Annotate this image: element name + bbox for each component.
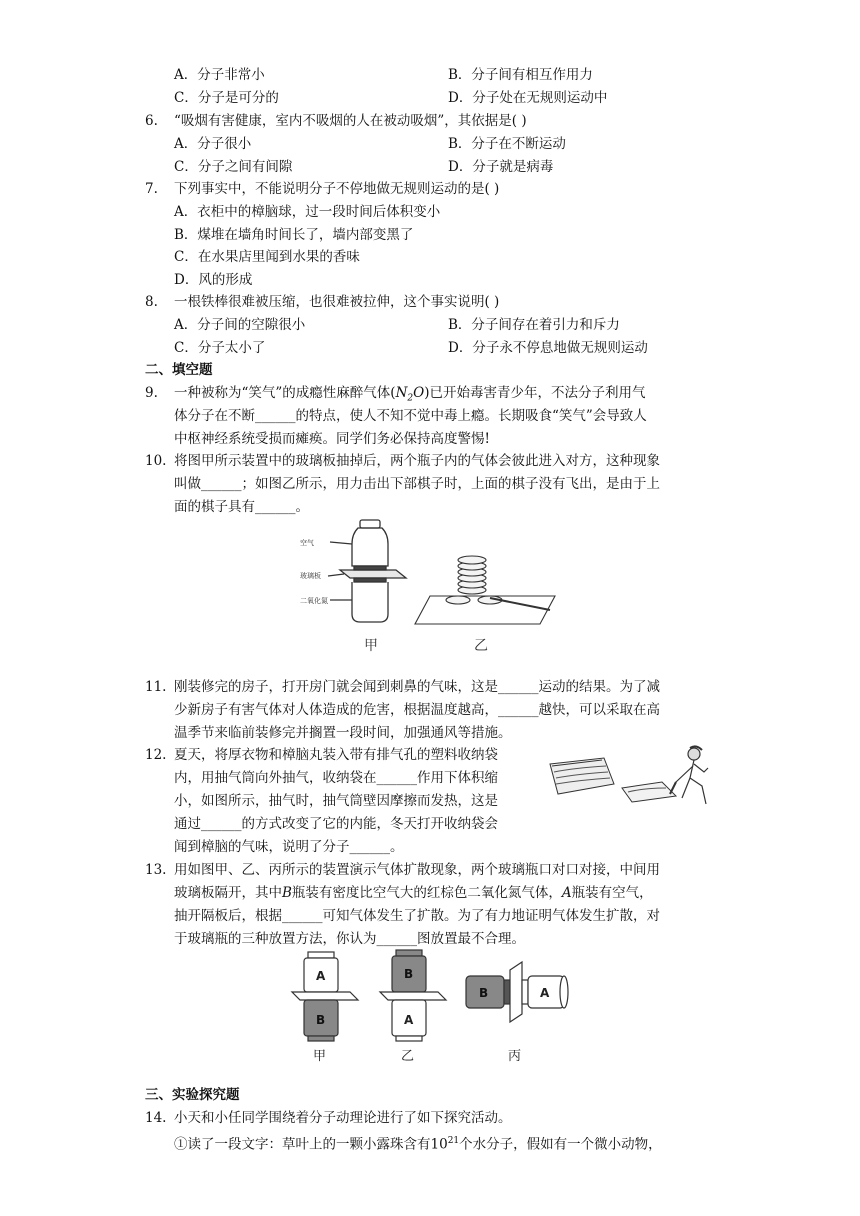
q12-storage-bag-full [550, 758, 614, 794]
q13-fig-label-bing: 丙 [508, 1049, 522, 1064]
q11-line-1: 刚装修完的房子，打开房门就会闻到刺鼻的气味，这是______运动的结果。为了减 [174, 679, 660, 695]
q9-formula-n: N [395, 385, 408, 401]
q10-line-1: 将图甲所示装置中的玻璃板抽掉后，两个瓶子内的气体会彼此进入对方，这种现象 [174, 453, 660, 469]
q13-line-4: 于玻璃瓶的三种放置方法，你认为______图放置最不合理。 [174, 931, 525, 947]
q7-number: 7. [145, 181, 158, 197]
q13-line-2a: 玻璃板隔开，其中 [174, 885, 282, 901]
q11-number: 11. [145, 679, 167, 695]
q12-figure [544, 742, 720, 810]
q12-line-3: 小，如图所示，抽气时，抽气筒壁因摩擦而发热，这是 [174, 793, 498, 809]
q14-power-exp: 21 [447, 1136, 460, 1146]
q11-line-2: 少新房子有害气体对人体造成的危害，根据温度越高，______越快，可以采取在高 [174, 702, 660, 718]
q14-line-2a: ①读了一段文字：草叶上的一颗小露珠含有 [174, 1136, 431, 1153]
q12-line-2: 内，用抽气筒向外抽气，收纳袋在______作用下体积缩 [174, 770, 498, 786]
q9-formula-sub: 2 [407, 393, 414, 404]
q8-option-c: C．分子太小了 [174, 340, 266, 356]
q13-fig-yi-a: A [404, 1013, 414, 1027]
q13-a-label: A [561, 885, 572, 901]
q12-line-4: 通过______的方式改变了它的内能，冬天打开收纳袋会 [174, 816, 498, 832]
section-fill-in-heading: 二、填空题 [145, 362, 213, 378]
q13-line-2c: 瓶装有密度比空气大的红棕色二氧化氮气体， [291, 885, 562, 901]
q13-line-3: 抽开隔板后，根据______可知气体发生了扩散。为了有力地证明气体发生扩散，对 [174, 908, 660, 924]
q7-option-d: D．风的形成 [174, 272, 253, 288]
q6-option-d: D．分子就是病毒 [448, 159, 554, 175]
q13-fig-label-jia: 甲 [313, 1049, 327, 1064]
q14-line-2d: 个水分子，假如有一个微小动物， [459, 1136, 662, 1153]
q13-fig-jia-b: B [316, 1013, 326, 1027]
q7-option-a: A．衣柜中的樟脑球，过一段时间后体积变小 [174, 204, 441, 220]
q11-line-3: 温季节来临前装修完并搁置一段时间，加强通风等措施。 [174, 725, 512, 741]
q10-fig-label-yi: 乙 [474, 638, 488, 654]
q10-fig-yi-apparatus [415, 556, 555, 624]
q6-option-b: B．分子在不断运动 [448, 136, 566, 152]
q5-option-b: B．分子间有相互作用力 [448, 67, 593, 83]
q10-number: 10. [145, 453, 167, 469]
q13-number: 13. [145, 862, 167, 878]
q8-option-a: A．分子间的空隙很小 [174, 317, 306, 333]
q13-figure [286, 948, 576, 1064]
q7-option-b: B．煤堆在墙角时间长了，墙内部变黑了 [174, 227, 414, 243]
q12-number: 12. [145, 747, 167, 763]
q10-line-2: 叫做______；如图乙所示，用力击出下部棋子时，上面的棋子没有飞出，是由于上 [174, 476, 660, 492]
q13-fig-label-yi: 乙 [401, 1049, 415, 1064]
q14-power-base: 10 [430, 1136, 448, 1153]
q13-line-2e: 瓶装有空气， [571, 885, 653, 901]
section-experiment-heading: 三、实验探究题 [145, 1087, 240, 1103]
q10-fig-label-air: 空气 [300, 539, 314, 547]
q14-line-2 [174, 1130, 662, 1156]
q8-number: 8. [145, 294, 158, 310]
q13-fig-bing-b: B [479, 986, 489, 1000]
q13-b-label: B [282, 885, 292, 901]
q9-line-1a: 一种被称为“笑气”的成瘾性麻醉气体( [174, 385, 396, 401]
q9-formula [395, 385, 425, 404]
q14-line-1: 小天和小任同学围绕着分子动理论进行了如下探究活动。 [174, 1110, 512, 1126]
q10-fig-label-glass: 玻璃板 [300, 572, 321, 580]
q13-fig-jia [292, 952, 358, 1041]
q10-line-3: 面的棋子具有______。 [174, 499, 309, 515]
q12-line-5: 闻到樟脑的气味，说明了分子______。 [174, 839, 404, 855]
q13-fig-jia-a: A [316, 969, 326, 983]
q10-fig-label-jia: 甲 [364, 638, 378, 654]
q9-line-2: 体分子在不断______的特点，使人不知不觉中毒上瘾。长期吸食“笑气”会导致人 [174, 408, 647, 424]
q10-fig-label-no2: 二氧化氮 [300, 597, 328, 605]
q13-fig-yi-b: B [404, 967, 414, 981]
q7-option-c: C．在水果店里闻到水果的香味 [174, 249, 360, 265]
q9-line-1b: )已开始毒害青少年，不法分子利用气 [424, 385, 646, 401]
q13-fig-bing-a: A [540, 986, 550, 1000]
q12-storage-bag-flat [622, 782, 676, 802]
q5-option-d: D．分子处在无规则运动中 [448, 90, 608, 106]
q9-formula-o: O [413, 385, 425, 401]
q8-option-b: B．分子间存在着引力和斥力 [448, 317, 620, 333]
q6-number: 6. [145, 113, 158, 129]
q9-number: 9. [145, 385, 158, 401]
q6-option-a: A．分子很小 [174, 136, 252, 152]
q9-line-3: 中枢神经系统受损而瘫痪。同学们务必保持高度警惕! [174, 431, 490, 447]
q6-option-c: C．分子之间有间隙 [174, 159, 293, 175]
q6-stem: “吸烟有害健康，室内不吸烟的人在被动吸烟”，其依据是( ) [174, 113, 527, 129]
q13-line-1: 用如图甲、乙、丙所示的装置演示气体扩散现象，两个玻璃瓶口对口对接，中间用 [174, 862, 660, 878]
q13-fig-yi [380, 950, 446, 1041]
q10-fig-jia-apparatus [328, 520, 406, 622]
q5-option-a: A．分子非常小 [174, 67, 265, 83]
q10-figure [300, 514, 560, 660]
q8-option-d: D．分子永不停息地做无规则运动 [448, 340, 648, 356]
q14-number: 14. [145, 1110, 167, 1126]
q7-stem: 下列事实中，不能说明分子不停地做无规则运动的是( ) [174, 181, 500, 197]
q13-line-2 [174, 882, 653, 904]
q5-option-c: C．分子是可分的 [174, 90, 279, 106]
q12-line-1: 夏天，将厚衣物和樟脑丸装入带有排气孔的塑料收纳袋 [174, 747, 498, 763]
q8-stem: 一根铁棒很难被压缩，也很难被拉伸，这个事实说明( ) [174, 294, 500, 310]
